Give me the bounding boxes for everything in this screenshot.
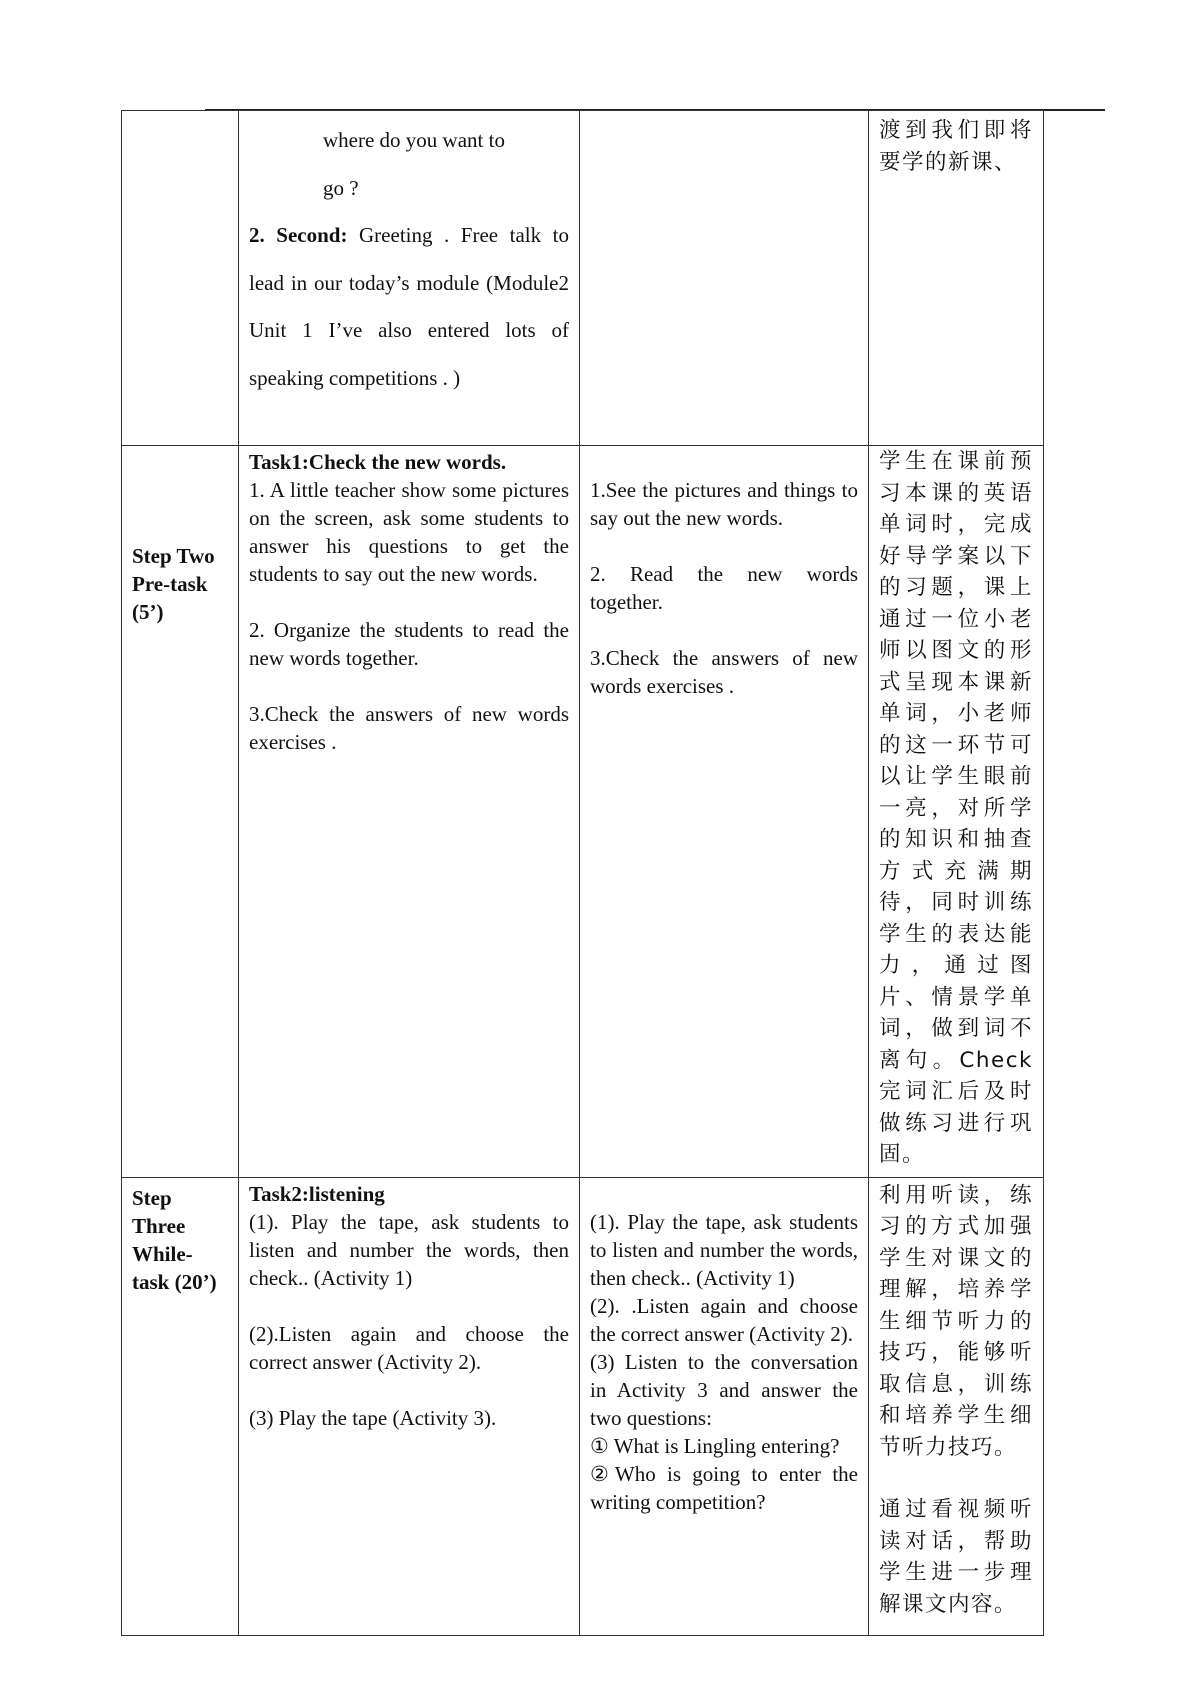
table-row: [122, 1177, 1044, 1635]
list-item: 3.Check the answers of new words exercises .: [590, 646, 858, 698]
list-item: 3.Check the answers of new words exercises .: [249, 702, 569, 754]
step-cell: [122, 1177, 239, 1635]
list-item: (3) Listen to the conversation in Activity 3 and answer the two questions:: [590, 1349, 858, 1430]
student-activity-cell: [580, 1177, 869, 1635]
second-label: 2. Second:: [249, 223, 348, 247]
teacher-activity-cell: [239, 111, 580, 446]
student-activity-cell: [580, 446, 869, 1178]
teacher-activity-cell: [239, 1177, 580, 1635]
purpose-paragraph: 利用听读，练习的方式加强学生对课文的理解，培养学生细节听力的技巧，能够听取信息，训练和培养学生细节听力技巧。: [879, 1182, 1033, 1460]
second-text: Greeting . Free talk to lead in our today’s module (Module2 Unit 1 I’ve also entered lots of speaking competitions . ): [249, 223, 570, 390]
step-cell: [122, 111, 239, 446]
list-item: 1.See the pictures and things to say out the new words.: [590, 478, 858, 530]
purpose-cell: 渡到我们即将要学的新课、: [869, 111, 1044, 446]
step-label: Step Two Pre-task (5’): [132, 544, 215, 624]
purpose-cell: 学生在课前预习本课的英语单词时，完成好导学案以下的习题，课上通过一位小老师以图文的形式呈现本课新单词，小老师的这一环节可以让学生眼前一亮，对所学的知识和抽查方式充满期待，同时训练学生的表达能力，通过图片、情景学单词，做到词不离句。Check 完词汇后及时做练习进行巩固。: [869, 446, 1044, 1178]
teacher-line: go ?: [323, 175, 359, 200]
list-item: ① What is Lingling entering?: [590, 1433, 840, 1458]
teacher-activity-cell: [239, 446, 580, 1178]
list-item: (1). Play the tape, ask students to listen and number the words, then check.. (Activity 1): [590, 1209, 858, 1290]
list-item: (2). .Listen again and choose the correct answer (Activity 2).: [590, 1293, 858, 1346]
task-title: Task2:listening: [249, 1181, 385, 1206]
list-item: 2. Organize the students to read the new words together.: [249, 618, 569, 670]
task-title: Task1:Check the new words.: [249, 450, 507, 474]
purpose-cell: [869, 1177, 1044, 1635]
student-activity-cell: [580, 111, 869, 446]
list-item: 1. A little teacher show some pictures on the screen, ask some students to answer his questions to get the students to say out the new words.: [249, 478, 569, 586]
teacher-second: [249, 212, 569, 402]
table-row: [122, 446, 1044, 1178]
step-cell: [122, 446, 239, 1178]
table-row: [122, 111, 1044, 446]
step-label: Step Three While-task (20’): [132, 1185, 217, 1294]
teacher-line: where do you want to: [323, 128, 505, 152]
list-item: 2. Read the new words together.: [590, 562, 858, 614]
list-item: (3) Play the tape (Activity 3).: [249, 1405, 497, 1430]
list-item: (2).Listen again and choose the correct answer (Activity 2).: [249, 1321, 569, 1374]
list-item: (1). Play the tape, ask students to listen and number the words, then check.. (Activity 1): [249, 1209, 569, 1290]
purpose-paragraph: 通过看视频听读对话，帮助学生进一步理解课文内容。: [879, 1497, 1033, 1617]
list-item: ②Who is going to enter the writing competition?: [590, 1461, 858, 1514]
lesson-plan-table: [121, 110, 1044, 1636]
